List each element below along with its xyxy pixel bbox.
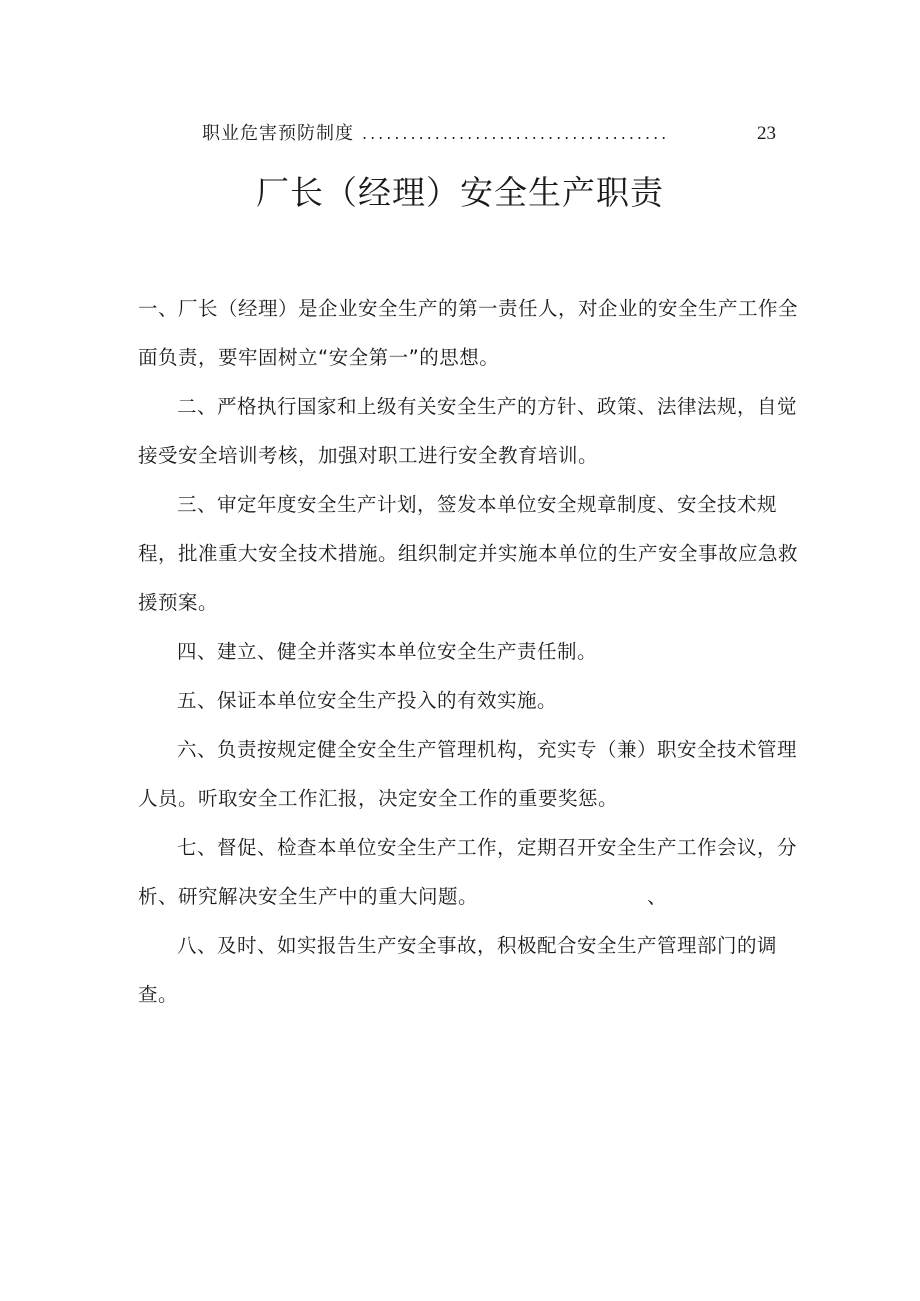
toc-entry xyxy=(202,120,776,148)
paragraph-7 xyxy=(138,823,798,921)
paragraph-1 xyxy=(138,284,798,382)
paragraph-2 xyxy=(138,382,798,480)
document-title: 厂长（经理）安全生产职责 xyxy=(256,173,664,212)
toc-page-number: 23 xyxy=(757,123,776,144)
paragraph-5 xyxy=(138,676,798,725)
paragraph-3-text: 三、审定年度安全生产计划，签发本单位安全规章制度、安全技术规程，批准重大安全技术措施。组织制定并实施本单位的生产安全事故应急救援预案。 xyxy=(138,493,799,614)
paragraph-2-text: 二、严格执行国家和上级有关安全生产的方针、政策、法律法规，自觉接受安全培训考核，加强对职工进行安全教育培训。 xyxy=(138,395,798,467)
paragraph-5-text: 五、保证本单位安全生产投入的有效实施。 xyxy=(177,689,558,712)
paragraph-6-text: 六、负责按规定健全安全生产管理机构，充实专（兼）职安全技术管理人员。听取安全工作汇报，决定安全工作的重要奖惩。 xyxy=(138,738,798,810)
paragraph-3 xyxy=(138,480,798,627)
paragraph-6 xyxy=(138,725,798,823)
paragraph-1-text: 一、厂长（经理）是企业安全生产的第一责任人，对企业的安全生产工作全面负责，要牢固树立“安全第一”的思想。 xyxy=(138,297,799,369)
toc-dot-leader: ...................................... xyxy=(362,124,670,143)
paragraph-7-stray-mark: 、 xyxy=(647,885,668,908)
paragraph-8 xyxy=(138,921,798,1019)
document-body xyxy=(138,284,798,1019)
paragraph-4 xyxy=(138,627,798,676)
paragraph-7-text: 七、督促、检查本单位安全生产工作，定期召开安全生产工作会议，分析、研究解决安全生产中的重大问题。 xyxy=(138,836,798,908)
paragraph-4-text: 四、建立、健全并落实本单位安全生产责任制。 xyxy=(177,640,598,663)
toc-entry-title: 职业危害预防制度 xyxy=(202,123,354,144)
paragraph-8-text: 八、及时、如实报告生产安全事故，积极配合安全生产管理部门的调查。 xyxy=(138,934,778,1006)
